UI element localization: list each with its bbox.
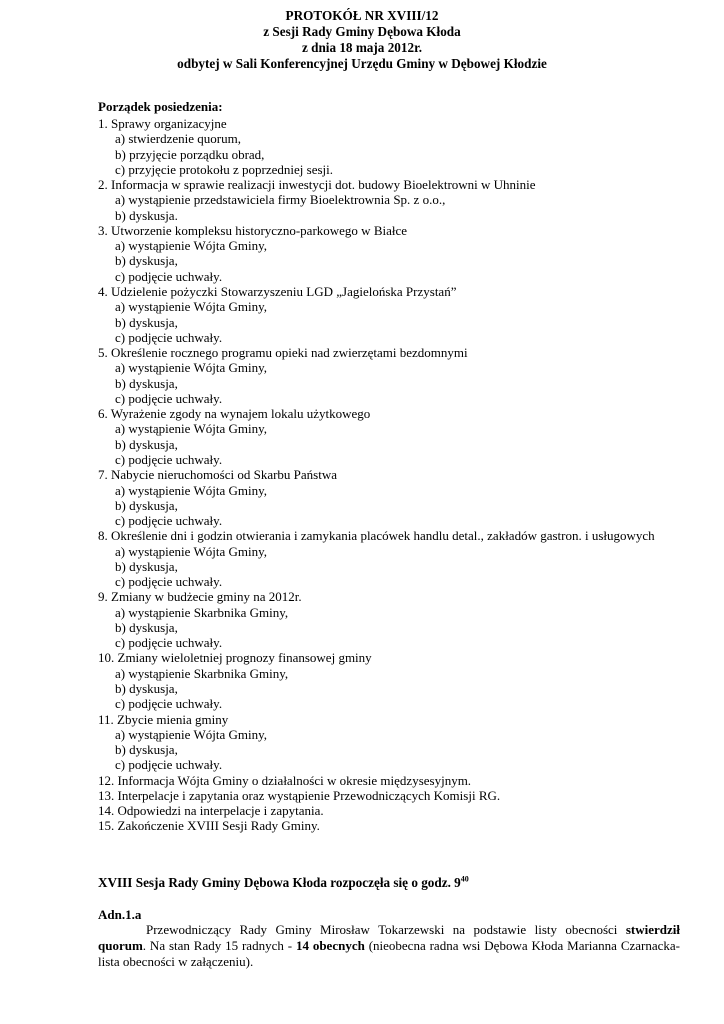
agenda-subitem: b) dyskusja, — [115, 619, 178, 635]
agenda-subitem: c) podjęcie uchwały. — [115, 329, 223, 345]
agenda-item: 6. Wyrażenie zgody na wynajem lokalu użytkowego — [98, 406, 371, 422]
agenda-subitem: c) podjęcie uchwały. — [115, 696, 223, 712]
agenda-item: 3. Utworzenie kompleksu historyczno-parkowego w Białce — [98, 222, 408, 238]
paragraph-part-2: . Na stan Rady 15 radnych - — [142, 938, 296, 953]
agenda-item: 4. Udzielenie pożyczki Stowarzyszeniu LGD „Jagielońska Przystań” — [98, 284, 457, 299]
agenda-item: 13. Interpelacje i zapytania oraz wystąpienie Przewodniczących Komisji RG. — [98, 787, 501, 803]
agenda-subitem: c) podjęcie uchwały. — [115, 390, 223, 406]
agenda-item: 10. Zmiany wieloletniej prognozy finansowej gminy — [98, 650, 372, 666]
agenda-subitem: b) dyskusja, — [115, 558, 178, 574]
agenda-item: 15. Zakończenie XVIII Sesji Rady Gminy. — [98, 818, 320, 834]
section-paragraph — [98, 922, 680, 970]
agenda-subitem: a) wystąpienie Wójta Gminy, — [115, 299, 267, 315]
agenda-subitem: a) wystąpienie Wójta Gminy, — [115, 543, 267, 559]
agenda-subitem: b) dyskusja, — [115, 742, 178, 758]
session-start-text: XVIII Sesja Rady Gminy Dębowa Kłoda rozpoczęła się o godz. 9 — [98, 875, 461, 890]
agenda-title: Porządek posiedzenia: — [98, 99, 223, 114]
agenda-subitem: c) podjęcie uchwały. — [115, 757, 223, 773]
agenda-subitem: a) wystąpienie Skarbnika Gminy, — [115, 665, 289, 681]
agenda-subitem: c) podjęcie uchwały. — [115, 513, 223, 528]
agenda-subitem: b) dyskusja, — [115, 314, 178, 330]
agenda-subitem: a) wystąpienie Wójta Gminy, — [115, 726, 267, 742]
agenda-subitem: b) dyskusja, — [115, 681, 178, 696]
agenda-subitem: a) wystąpienie Wójta Gminy, — [115, 421, 267, 437]
agenda-subitem: b) dyskusja, — [115, 375, 178, 391]
agenda-subitem: c) podjęcie uchwały. — [115, 574, 223, 590]
agenda-subitem: b) dyskusja, — [115, 497, 178, 513]
protocol-title: PROTOKÓŁ NR XVIII/12 — [285, 8, 439, 23]
session-start-minutes: 40 — [460, 874, 469, 884]
agenda-subitem: a) wystąpienie Skarbnika Gminy, — [115, 604, 289, 620]
agenda-item: 12. Informacja Wójta Gminy o działalności w okresie międzysesyjnym. — [98, 772, 472, 788]
agenda-item: 9. Zmiany w budżecie gminy na 2012r. — [98, 589, 302, 605]
agenda-item: 11. Zbycie mienia gminy — [98, 711, 229, 727]
protocol-date: z dnia 18 maja 2012r. — [301, 40, 423, 55]
section-heading: Adn.1.a — [98, 907, 142, 922]
paragraph-part-3: (nieobecna radna wsi Dębowa Kłoda Marianna Czarnacka- lista obecności w załączeniu). — [98, 938, 680, 969]
agenda-subitem: b) dyskusja. — [115, 207, 178, 223]
agenda-item: 2. Informacja w sprawie realizacji inwestycji dot. budowy Bioelektrowni w Uhninie — [98, 177, 536, 193]
agenda-subitem: b) dyskusja, — [115, 436, 178, 452]
agenda-subitem: a) wystąpienie Wójta Gminy, — [115, 360, 267, 376]
agenda-subitem: a) wystąpienie przedstawiciela firmy Bioelektrownia Sp. z o.o., — [115, 192, 446, 208]
paragraph-bold-1: stwierdził quorum — [98, 922, 680, 953]
agenda-item: 5. Określenie rocznego programu opieki nad zwierzętami bezdomnymi — [98, 345, 468, 360]
agenda-item: 8. Określenie dni i godzin otwierania i zamykania placówek handlu detal., zakładów gastron. i usługowych — [98, 528, 655, 544]
paragraph-part-1: Przewodniczący Rady Gminy Mirosław Tokarzewski na podstawie listy obecności — [146, 922, 626, 937]
paragraph-bold-2: 14 obecnych — [295, 938, 365, 953]
agenda-subitem: b) przyjęcie porządku obrad, — [115, 146, 265, 162]
agenda-subitem: c) podjęcie uchwały. — [115, 451, 223, 467]
session-start — [98, 875, 469, 890]
agenda-item: 7. Nabycie nieruchomości od Skarbu Państwa — [98, 467, 338, 483]
protocol-location: odbytej w Sali Konferencyjnej Urzędu Gminy w Dębowej Kłodzie — [177, 56, 547, 71]
agenda-subitem: b) dyskusja, — [115, 253, 178, 269]
agenda-subitem: a) stwierdzenie quorum, — [115, 131, 241, 147]
agenda-subitem: c) podjęcie uchwały. — [115, 635, 223, 651]
agenda-subitem: a) wystąpienie Wójta Gminy, — [115, 482, 267, 498]
agenda-subitem: a) wystąpienie Wójta Gminy, — [115, 238, 267, 254]
agenda-subitem: c) podjęcie uchwały. — [115, 268, 223, 284]
agenda-item: 14. Odpowiedzi na interpelacje i zapytania. — [98, 803, 324, 819]
agenda-subitem: c) przyjęcie protokołu z poprzedniej sesji. — [115, 161, 334, 177]
protocol-subtitle: z Sesji Rady Gminy Dębowa Kłoda — [263, 24, 461, 39]
agenda-item: 1. Sprawy organizacyjne — [98, 116, 227, 131]
